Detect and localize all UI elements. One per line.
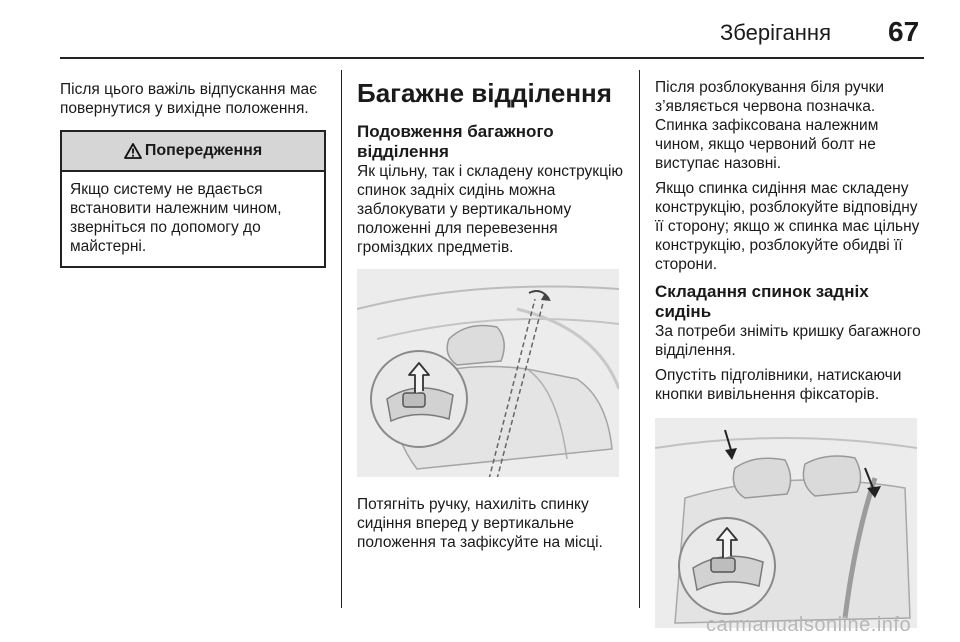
headrest-release-illustration [655, 418, 917, 628]
warning-header [62, 132, 324, 172]
watermark: carmanualsonline.info [706, 614, 912, 636]
section-title: Багажне відділення [357, 78, 612, 108]
column-divider [341, 70, 342, 608]
paragraph: Опустіть підголівники, натискаючи кнопки вивільнення фіксаторів. [655, 367, 902, 403]
column-1 [60, 80, 326, 268]
paragraph: Після розблокування біля ручки з’являється червона позначка. Спинка зафіксована належним чином, якщо червоний болт не виступає назовні. [655, 79, 885, 172]
warning-text: Якщо систему не вдається встановити належним чином, зверніться по допомогу до майстерні. [70, 181, 282, 255]
warning-title: Попередження [144, 142, 263, 159]
paragraph: Як цільну, так і складену конструкцію спинок задніх сидінь можна заблокувати у вертикальному положенні для перевезення громіздких предметів. [357, 163, 624, 256]
warning-box [60, 130, 326, 268]
warning-body [62, 172, 324, 266]
seat-release-handle-illustration [357, 269, 619, 477]
paragraph: Якщо спинка сидіння має складену конструкцію, розблокуйте відповідну її сторону; якщо ж спинка має цільну конструкцію, розблокуйте обидві її сторони. [655, 180, 920, 273]
page-number: 67 [888, 16, 920, 47]
subsection-title: Подовження багажного відділення [357, 122, 554, 161]
column-3 [655, 78, 925, 628]
intro-paragraph: Після цього важіль відпускання має повернутися у вихідне положення. [60, 81, 317, 117]
illustration-caption: Потягніть ручку, нахиліть спинку сидіння вперед у вертикальне положення та зафіксуйте на місці. [357, 496, 603, 551]
header-rule [60, 57, 924, 59]
warning-triangle-icon [124, 143, 142, 159]
column-2 [357, 78, 624, 552]
paragraph: За потреби зніміть кришку багажного відділення. [655, 323, 921, 359]
column-divider [639, 70, 640, 608]
subsection-title: Складання спинок задніх сидінь [655, 282, 869, 321]
page-header [0, 0, 960, 60]
header-title: Зберігання [720, 20, 831, 45]
